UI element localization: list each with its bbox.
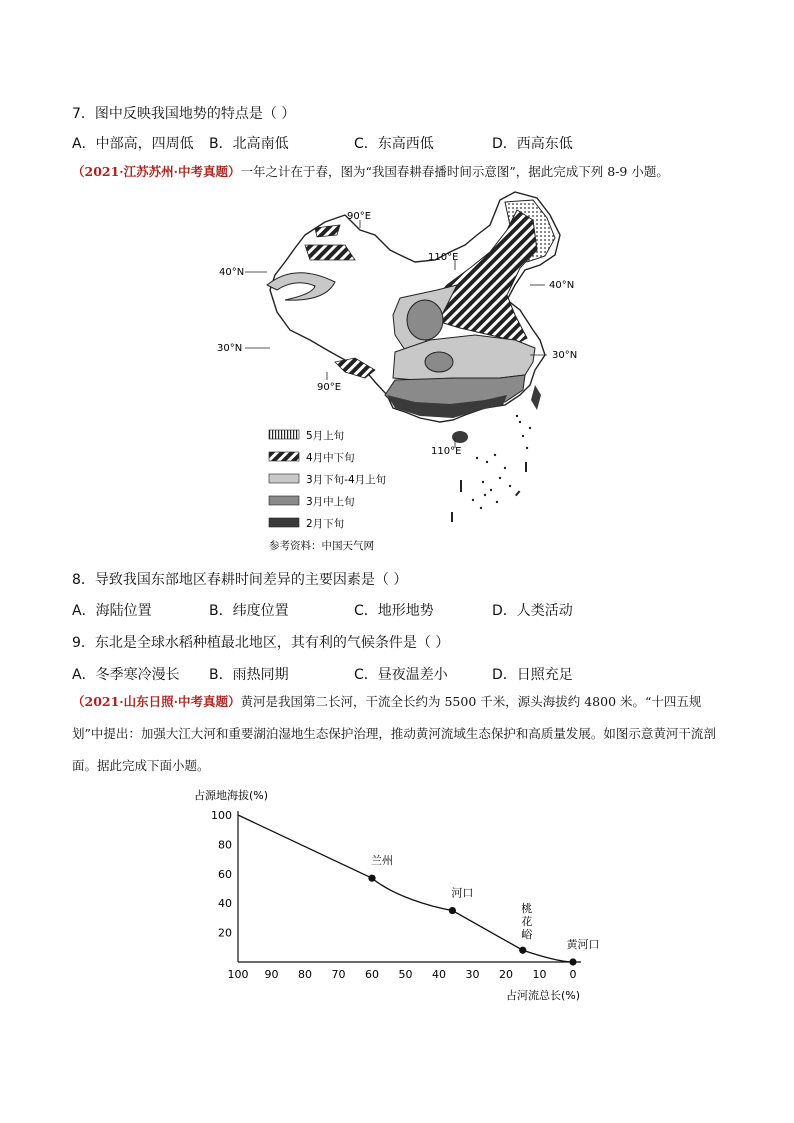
q9-option-a[interactable]: A．冬季寒冷漫长: [72, 667, 180, 683]
q8-option-d[interactable]: D．人类活动: [492, 603, 573, 619]
chart-ylabel: 占源地海拔(%): [194, 789, 269, 802]
legend-swatch-mid: [269, 496, 299, 505]
context-2-source: （2021·山东日照·中考真题）: [72, 694, 241, 709]
map-label-lon90-top: 90°E: [347, 211, 372, 222]
chart-y-tick-label: 60: [218, 867, 232, 881]
context-2: [72, 686, 732, 782]
map-south-sea-islands: [451, 415, 531, 522]
legend-label-5: 2月下旬: [306, 518, 345, 530]
q8-stem: 8．导致我国东部地区春耕时间差异的主要因素是（ ）: [72, 572, 408, 588]
chart-xlabel: 占河流总长(%): [506, 989, 581, 1002]
context-1-text: 一年之计在于春，图为“我国春耕春播时间示意图”，据此完成下列 8-9 小题。: [240, 164, 669, 179]
q8-option-b[interactable]: B．纬度位置: [209, 603, 289, 619]
q8-option-c[interactable]: C．地形地势: [354, 603, 434, 619]
chart-x-tick-label: 70: [331, 968, 346, 981]
map-hainan: [452, 431, 468, 443]
map-reference: 参考资料：中国天气网: [269, 540, 374, 552]
q8-option-a[interactable]: A．海陆位置: [72, 603, 152, 619]
q7-option-c[interactable]: C．东高西低: [354, 136, 434, 152]
q7-stem: 7．图中反映我国地势的特点是（ ）: [72, 106, 296, 122]
legend-label-3: 3月下旬-4月上旬: [306, 474, 387, 486]
map-label-lon110-bottom: 110°E: [431, 446, 462, 457]
chart-point: [519, 947, 526, 954]
chart-y-tick-label: 80: [218, 838, 232, 852]
q7-option-a[interactable]: A．中部高，四周低: [72, 136, 194, 152]
q7-option-d[interactable]: D．西高东低: [492, 136, 573, 152]
chart-x-tick-label: 20: [499, 968, 513, 981]
chart-x-tick-label: 90: [264, 968, 279, 981]
map-label-lat40-right: 40°N: [549, 280, 575, 291]
legend-swatch-dark: [269, 518, 299, 527]
context-2-text: 黄河是我国第二长河，干流全长约为 5500 千米，源头海拔约 4800 米。“十四五规划”中提出：加强大江大河和重要湖泊湿地生态保护治理，推动黄河流域生态保护和高质量发展。如图示意黄河干流剖面。据此完成下面小题。: [72, 694, 716, 773]
map-label-lat40-left: 40°N: [219, 267, 245, 278]
legend-label-2: 4月中下旬: [306, 452, 355, 464]
chart-point-label: 花: [521, 915, 533, 929]
map-zone-mid-gray: [425, 352, 453, 372]
chart-points: [368, 854, 599, 965]
map-label-lat30-right: 30°N: [552, 350, 578, 361]
q9-option-b[interactable]: B．雨热同期: [209, 667, 289, 683]
map-label-lon90-bottom: 90°E: [317, 382, 342, 393]
chart-x-tick-label: 30: [465, 968, 480, 981]
legend-swatch-light: [269, 474, 299, 483]
legend-label-1: 5月上旬: [306, 430, 345, 442]
chart-point-label: 河口: [451, 886, 474, 900]
map-legend: [269, 429, 386, 552]
map-zone-sichuan-basin: [407, 300, 443, 340]
legend-swatch-dots: [269, 430, 299, 439]
chart-y-tick-label: 100: [211, 809, 232, 822]
legend-swatch-hatch: [269, 452, 299, 461]
chart-x-tick-label: 80: [298, 968, 312, 981]
chart-point-label: 黄河口: [566, 938, 600, 951]
chart-point-label: 峪: [521, 928, 533, 942]
chart-x-tick-label: 40: [432, 968, 446, 981]
map-label-lat30-left: 30°N: [217, 343, 243, 354]
chart-x-tick-label: 0: [569, 968, 577, 981]
chart-y-tick-label: 20: [218, 926, 232, 940]
chart-ticks: [211, 809, 577, 981]
chart-x-tick-label: 50: [398, 968, 413, 981]
q9-stem: 9．东北是全球水稻种植最北地区，其有利的气候条件是（ ）: [72, 635, 450, 651]
spring-planting-map: [215, 190, 595, 560]
context-1-source: （2021·江苏苏州·中考真题）: [72, 164, 241, 179]
chart-x-tick-label: 60: [365, 968, 379, 981]
yellow-river-profile-chart: [190, 785, 610, 1005]
chart-point: [368, 875, 375, 882]
map-taiwan: [531, 385, 541, 410]
q9-option-d[interactable]: D．日照充足: [492, 667, 573, 683]
q9-option-c[interactable]: C．昼夜温差小: [354, 667, 448, 683]
chart-x-tick-label: 10: [532, 968, 547, 981]
chart-point-label: 桃: [521, 902, 533, 916]
chart-point: [569, 958, 576, 965]
context-1: [72, 156, 732, 188]
legend-label-4: 3月中上旬: [306, 496, 355, 508]
chart-x-tick-label: 100: [227, 968, 249, 981]
chart-point-label: 兰州: [371, 854, 393, 868]
q7-option-b[interactable]: B．北高南低: [209, 136, 289, 152]
map-label-lon110-top: 110°E: [428, 252, 459, 263]
chart-y-tick-label: 40: [218, 897, 232, 911]
chart-point: [449, 907, 456, 914]
